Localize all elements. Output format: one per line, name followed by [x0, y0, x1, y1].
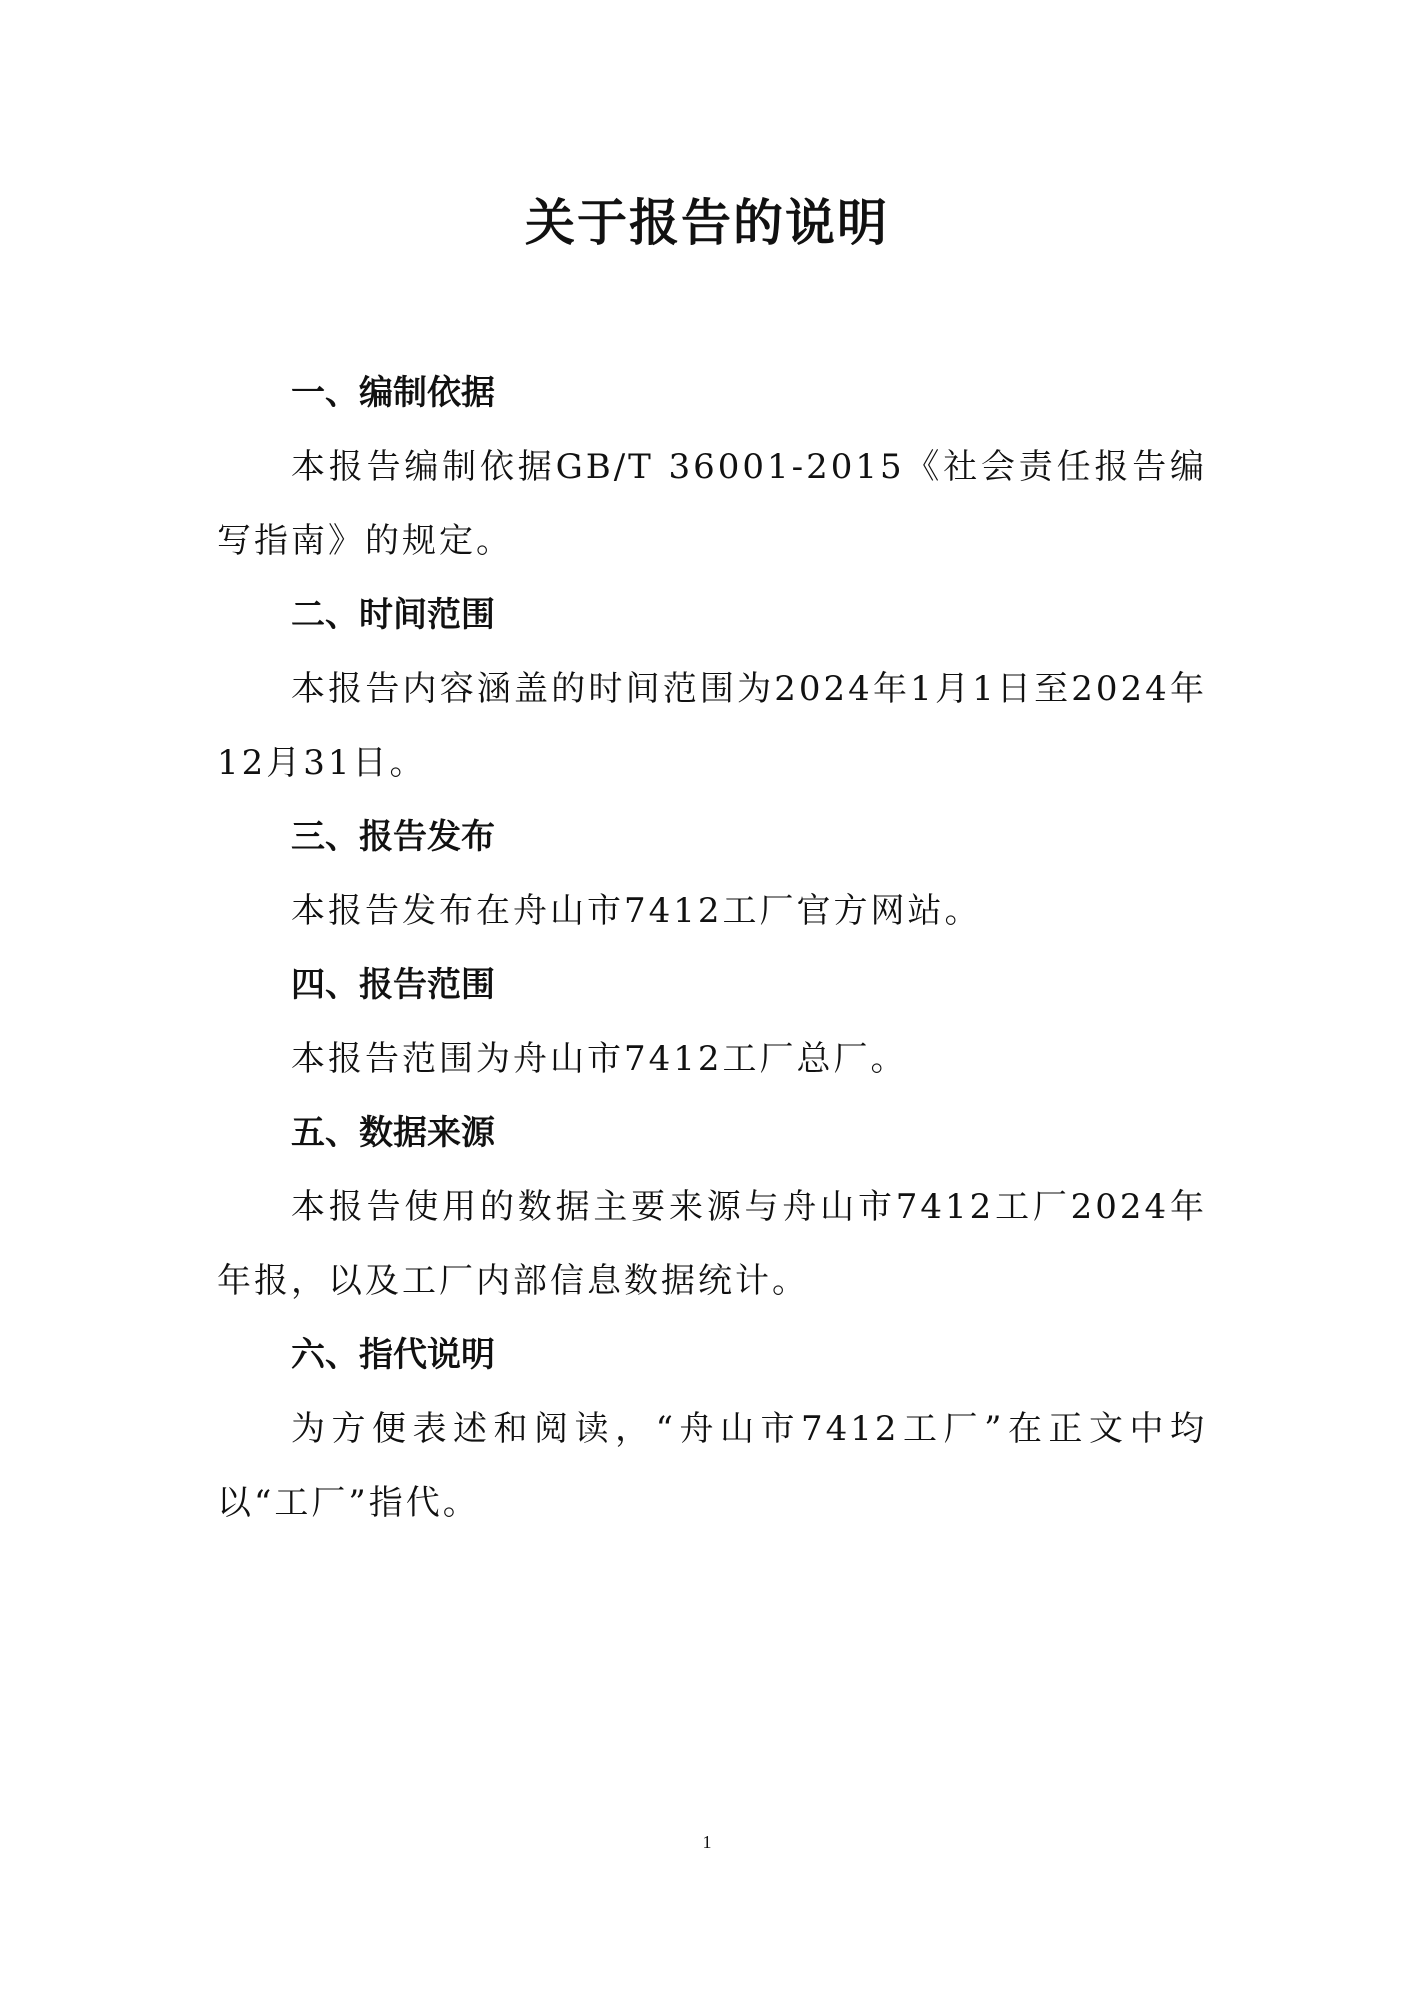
- section-heading-report-scope: 四、报告范围: [291, 965, 495, 1005]
- section-body-time-range: 本报告内容涵盖的时间范围为2024年1月1日至2024年12月31日。: [217, 669, 1207, 783]
- section-heading-data-source: 五、数据来源: [291, 1113, 495, 1153]
- section-body-report-release: 本报告发布在舟山市7412工厂官方网站。: [291, 891, 982, 931]
- section-body-compilation-basis: 本报告编制依据GB/T 36001-2015《社会责任报告编写指南》的规定。: [217, 447, 1207, 561]
- section-heading-compilation-basis: 一、编制依据: [291, 373, 495, 413]
- section-heading-report-release: 三、报告发布: [291, 817, 495, 857]
- page-title: 关于报告的说明: [525, 193, 889, 252]
- section-body-data-source: 本报告使用的数据主要来源与舟山市7412工厂2024年年报，以及工厂内部信息数据统计。: [217, 1187, 1207, 1301]
- section-heading-time-range: 二、时间范围: [291, 595, 495, 635]
- section-heading-reference-note: 六、指代说明: [291, 1335, 495, 1375]
- document-body: [217, 356, 1207, 1540]
- section-body-reference-note: 为方便表述和阅读，“舟山市7412工厂”在正文中均以“工厂”指代。: [217, 1409, 1207, 1523]
- page-number: 1: [702, 1832, 712, 1852]
- section-body-report-scope: 本报告范围为舟山市7412工厂总厂。: [291, 1039, 908, 1079]
